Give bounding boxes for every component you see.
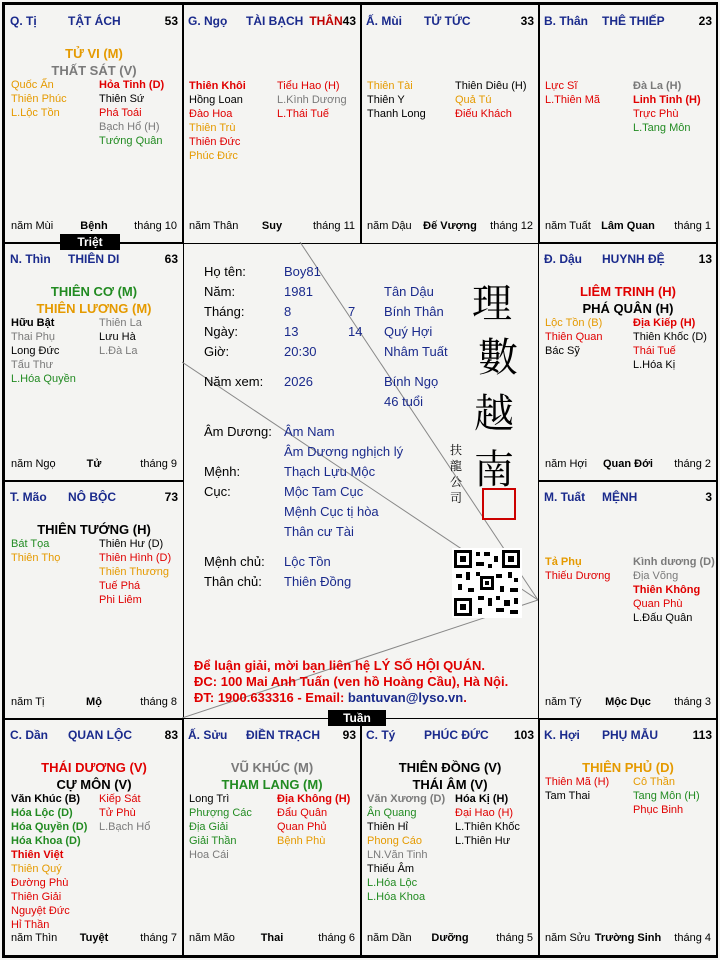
value-cuc-2: Mệnh Cục tị hòa: [284, 504, 379, 519]
minor-star: Tấu Thư: [11, 359, 54, 371]
palace-footer: [545, 696, 711, 710]
palace-number: 33: [520, 14, 534, 28]
footer-month: tháng 9: [140, 458, 177, 470]
minor-star: Thiên Khốc (D): [633, 331, 707, 343]
palace-header: [544, 252, 712, 268]
minor-star: L.Hóa Kị: [633, 359, 676, 371]
palace-number: 53: [164, 14, 178, 28]
minor-star: L.Tang Môn: [633, 122, 691, 134]
palace-header: [10, 14, 178, 30]
main-star: THIÊN ĐỒNG (V): [398, 760, 502, 775]
minor-star: Hóa Kị (H): [455, 793, 509, 805]
minor-stars-right: [99, 792, 150, 834]
minor-star: Thiên Giải: [11, 891, 62, 903]
minor-star: Thiên Trù: [189, 122, 236, 134]
minor-star: Đào Hoa: [189, 108, 233, 120]
footer-year: năm Tị: [11, 696, 45, 708]
label-thang: Tháng:: [204, 304, 245, 319]
footer-stage: Đế Vượng: [423, 220, 477, 232]
footer-stage: Lâm Quan: [601, 220, 655, 232]
footer-year: năm Thìn: [11, 932, 58, 944]
minor-stars-left: [11, 537, 60, 565]
minor-stars-left: [189, 79, 246, 163]
palace-footer: [11, 458, 177, 472]
palace-number: [301, 14, 356, 28]
minor-star: L.Thiên Hư: [455, 835, 511, 847]
minor-star: Hoa Cái: [189, 849, 229, 861]
tag-tuan: Tuần: [328, 710, 386, 726]
footer-month: tháng 10: [134, 220, 177, 232]
palace-position: C. Dần: [10, 728, 49, 742]
minor-star: Phong Cáo: [367, 835, 423, 847]
minor-star: L.Kình Dương: [277, 94, 347, 106]
palace-ngo: [182, 4, 362, 244]
minor-star: Quả Tú: [455, 94, 492, 106]
minor-stars-left: [545, 316, 602, 358]
footer-stage: Trường Sinh: [594, 932, 662, 944]
value-cuc-3: Thân cư Tài: [284, 524, 354, 539]
footer-year: năm Dậu: [367, 220, 412, 232]
main-star: THIÊN PHỦ (D): [582, 760, 674, 775]
palace-header: [544, 490, 712, 506]
palace-footer: [545, 932, 711, 946]
minor-star: Phá Toái: [99, 107, 142, 119]
palace-position: T. Mão: [10, 490, 47, 504]
than-marker: THÂN: [309, 14, 343, 28]
footer-year: năm Tuất: [545, 220, 591, 232]
minor-stars-left: [545, 555, 610, 583]
value-thang-duong: 8: [284, 304, 292, 319]
minor-stars-right: [99, 316, 142, 358]
palace-header: [544, 14, 712, 30]
minor-star: L.Hóa Quyền: [11, 373, 76, 385]
palace-mui: [360, 4, 540, 244]
palace-header: [188, 728, 356, 744]
minor-star: Thiên Thọ: [11, 552, 61, 564]
footer-stage: Tử: [86, 458, 102, 470]
palace-number: 113: [692, 728, 712, 742]
minor-star: Thiếu Dương: [545, 570, 611, 582]
value-am-duong-2: Âm Dương nghịch lý: [284, 444, 404, 459]
minor-star: Đại Hao (H): [455, 807, 514, 819]
palace-position: B. Thân: [544, 14, 588, 28]
label-than-chu: Thân chủ:: [204, 574, 262, 589]
minor-star: Thiên Mã (H): [545, 776, 610, 788]
palace-number: 13: [698, 252, 712, 266]
palace-header: [10, 252, 178, 268]
main-star: VŨ KHÚC (M): [230, 760, 314, 775]
palace-position: Q. Tị: [10, 14, 37, 28]
minor-star: Địa Kiếp (H): [633, 317, 696, 329]
minor-star: Thanh Long: [367, 108, 426, 120]
minor-stars-right: [633, 555, 715, 625]
palace-position: M. Tuất: [544, 490, 586, 504]
minor-star: Thiên Y: [367, 94, 405, 106]
calligraphy-char-3: 越: [474, 391, 514, 437]
minor-star: Lưu Hà: [99, 331, 136, 343]
palace-number: 3: [705, 490, 712, 504]
minor-star: Bác Sỹ: [545, 345, 580, 357]
minor-star: Phục Binh: [633, 804, 684, 816]
palace-position: C. Tý: [366, 728, 396, 742]
footer-month: tháng 2: [674, 458, 711, 470]
minor-star: Thiên Hư (D): [99, 538, 164, 550]
minor-star: L.Thái Tuế: [277, 108, 329, 120]
calligraphy-char-1: 理: [472, 281, 512, 327]
palace-tuat: [538, 480, 718, 720]
minor-star: Phúc Đức: [189, 150, 238, 162]
palace-thin: [4, 242, 184, 482]
value-ho-ten: Boy81: [284, 264, 321, 279]
palace-number: 23: [698, 14, 712, 28]
minor-star: LN.Văn Tinh: [367, 849, 428, 861]
palace-number-value: 43: [342, 14, 356, 28]
minor-stars-right: [277, 79, 347, 121]
footer-stage: Mộc Dục: [605, 696, 651, 708]
value-nam: 1981: [284, 284, 313, 299]
minor-star: Lực Sĩ: [545, 80, 578, 92]
label-am-duong: Âm Dương:: [204, 424, 272, 439]
minor-star: Tang Môn (H): [633, 790, 700, 802]
minor-stars-left: [189, 792, 252, 862]
main-star: CỰ MÔN (V): [56, 777, 132, 792]
minor-star: L.Hóa Lộc: [367, 877, 418, 889]
palace-ty: [360, 718, 540, 956]
palace-name: THIÊN DI: [68, 252, 120, 266]
value-menh: Thạch Lựu Mộc: [284, 464, 376, 479]
palace-name: NÔ BỘC: [68, 490, 116, 504]
main-star: THÁI ÂM (V): [412, 777, 488, 792]
palace-header: [188, 14, 356, 30]
footer-year: năm Ngọ: [11, 458, 56, 470]
minor-star: Văn Xương (D): [367, 793, 446, 805]
minor-stars-left: [367, 792, 445, 904]
minor-star: Hồng Loan: [189, 94, 243, 106]
minor-star: Thiên Hình (D): [99, 552, 172, 564]
minor-star: Thiên Phúc: [11, 93, 67, 105]
footer-month: tháng 8: [140, 696, 177, 708]
footer-year: năm Tý: [545, 696, 582, 708]
palace-footer: [545, 220, 711, 234]
minor-stars-right: [99, 537, 171, 607]
minor-stars-right: [633, 79, 701, 135]
footer-year: năm Thân: [189, 220, 239, 232]
minor-star: Địa Không (H): [277, 793, 351, 805]
palace-mao: [4, 480, 184, 720]
qr-code-icon[interactable]: [452, 548, 522, 618]
calligraphy-char-4: 南: [474, 447, 514, 493]
footer-year: năm Mão: [189, 932, 235, 944]
minor-star: Thiên Quan: [545, 331, 603, 343]
minor-star: Hỏa Tinh (D): [99, 79, 165, 91]
minor-star: Bạch Hổ (H): [99, 121, 160, 133]
palace-footer: [11, 932, 177, 946]
palace-header: [10, 728, 178, 744]
main-star: PHÁ QUÂN (H): [582, 301, 674, 316]
minor-star: Tử Phù: [99, 807, 136, 819]
minor-star: Thiếu Âm: [367, 863, 415, 875]
minor-star: Lộc Tồn (B): [545, 317, 603, 329]
minor-star: Ân Quang: [367, 807, 417, 819]
label-ngay: Ngày:: [204, 324, 238, 339]
minor-star: Thiên Tài: [367, 80, 413, 92]
palace-position: Ấ. Mùi: [366, 14, 402, 28]
footer-year: năm Hợi: [545, 458, 588, 470]
minor-star: Quan Phù: [633, 598, 683, 610]
palace-ti: [4, 4, 184, 244]
value-ngay-duong: 13: [284, 324, 299, 339]
main-star: THÁI DƯƠNG (V): [41, 760, 147, 775]
palace-number: 83: [164, 728, 178, 742]
minor-star: Kiếp Sát: [99, 793, 141, 805]
value-nam-can: Tân Dậu: [384, 284, 434, 299]
main-star: LIÊM TRINH (H): [579, 284, 677, 299]
footer-month: tháng 11: [312, 220, 355, 232]
label-gio: Giờ:: [204, 344, 230, 359]
minor-star: Địa Võng: [633, 570, 679, 582]
palace-name: MỆNH: [602, 490, 638, 504]
minor-star: L.Bạch Hổ: [99, 821, 151, 833]
minor-star: Bát Tọa: [11, 538, 50, 550]
value-thang-am: 7: [348, 304, 356, 319]
palace-name: PHỤ MẪU: [602, 728, 658, 742]
minor-star: Thiên La: [99, 317, 142, 329]
palace-position: G. Ngọ: [188, 14, 228, 28]
contact-line-3: [194, 690, 467, 705]
minor-star: Thái Tuế: [633, 345, 676, 357]
minor-stars-left: [545, 79, 600, 107]
minor-star: Đường Phù: [11, 877, 69, 889]
minor-star: Tả Phụ: [545, 556, 582, 568]
minor-star: Đẩu Quân: [277, 807, 328, 819]
palace-position: N. Thìn: [10, 252, 51, 266]
minor-star: Tiểu Hao (H): [277, 80, 340, 92]
minor-star: Thiên Hỉ: [367, 821, 408, 833]
minor-stars-right: [633, 316, 707, 372]
minor-star: Phượng Các: [189, 807, 252, 819]
contact-line-2: ĐC: 100 Mai Anh Tuấn (ven hồ Hoàng Cầu), Hà Nội.: [194, 674, 509, 689]
value-nam-xem-can: Bính Ngọ: [384, 374, 439, 389]
palace-footer: [11, 220, 177, 234]
label-nam-xem: Năm xem:: [204, 374, 264, 389]
minor-star: Quốc Ấn: [11, 79, 54, 91]
footer-month: tháng 5: [496, 932, 533, 944]
palace-dau: [538, 242, 718, 482]
minor-star: Nguyệt Đức: [11, 905, 70, 917]
minor-star: Linh Tinh (H): [633, 94, 701, 106]
value-menh-chu: Lộc Tồn: [284, 554, 331, 569]
minor-star: Thiên Sứ: [99, 93, 145, 105]
palace-footer: [545, 458, 711, 472]
palace-name: TỬ TỨC: [424, 14, 471, 28]
footer-month: tháng 4: [674, 932, 711, 944]
palace-number: 93: [342, 728, 356, 742]
palace-name: TÀI BẠCH: [246, 14, 304, 28]
red-seal: [482, 488, 516, 520]
tag-triet: Triệt: [60, 234, 120, 250]
main-star: THAM LANG (M): [221, 777, 323, 792]
minor-star: Thiên Đức: [189, 136, 241, 148]
footer-year: năm Mùi: [11, 220, 54, 232]
value-ngay-can: Quý Hợi: [384, 324, 433, 339]
contact-line-1: Để luận giải, mời bạn liên hệ LÝ SỐ HỘI QUÁN.: [194, 658, 485, 673]
minor-star: Long Trì: [189, 793, 230, 805]
value-thang-can: Bính Thân: [384, 304, 444, 319]
minor-star: Thiên Không: [633, 584, 701, 596]
minor-star: L.Thiên Mã: [545, 94, 601, 106]
minor-star: Quan Phủ: [277, 821, 327, 833]
minor-star: Long Đức: [11, 345, 60, 357]
palace-number: 63: [164, 252, 178, 266]
minor-star: Văn Khúc (B): [11, 793, 81, 805]
palace-hoi: [538, 718, 718, 956]
palace-name: QUAN LỘC: [68, 728, 132, 742]
palace-name: PHÚC ĐỨC: [424, 728, 489, 742]
footer-month: tháng 7: [140, 932, 177, 944]
value-nam-xem: 2026: [284, 374, 313, 389]
minor-star: Thai Phụ: [11, 331, 56, 343]
minor-star: L.Đà La: [99, 345, 138, 357]
minor-stars-left: [11, 792, 87, 932]
palace-header: [544, 728, 712, 744]
minor-stars-right: [99, 78, 164, 148]
palace-name: ĐIỀN TRẠCH: [246, 728, 320, 742]
palace-suu: [182, 718, 362, 956]
minor-stars-right: [455, 792, 520, 848]
value-am-duong: Âm Nam: [284, 424, 335, 439]
minor-stars-right: [633, 775, 700, 817]
minor-star: Thiên Quý: [11, 863, 62, 875]
main-star: THẤT SÁT (V): [51, 63, 137, 78]
value-gio: 20:30: [284, 344, 317, 359]
palace-name: HUYNH ĐỆ: [602, 252, 665, 266]
minor-star: Hỉ Thần: [11, 919, 50, 931]
footer-stage: Suy: [261, 220, 283, 232]
minor-star: Hóa Khoa (D): [11, 835, 81, 847]
minor-stars-left: [11, 78, 67, 120]
palace-position: Ấ. Sửu: [188, 728, 228, 742]
minor-star: Đà La (H): [633, 80, 682, 92]
minor-star: Thiên Thương: [99, 566, 170, 578]
palace-footer: [11, 696, 177, 710]
value-ngay-am: 14: [348, 324, 363, 339]
palace-number: 103: [513, 728, 534, 742]
minor-star: Hữu Bật: [11, 317, 55, 329]
label-menh-chu: Mệnh chủ:: [204, 554, 265, 569]
footer-year: năm Dần: [367, 932, 412, 944]
palace-footer: [367, 220, 533, 234]
minor-star: Tam Thai: [545, 790, 591, 802]
palace-footer: [189, 220, 355, 234]
palace-dan: [4, 718, 184, 956]
palace-footer: [367, 932, 533, 946]
main-star: THIÊN TƯỚNG (H): [37, 522, 151, 537]
footer-stage: Tuyệt: [79, 932, 109, 944]
palace-header: [366, 728, 534, 744]
minor-star: Thiên Diêu (H): [455, 80, 527, 92]
footer-month: tháng 6: [318, 932, 355, 944]
palace-name: TẬT ÁCH: [68, 14, 121, 28]
minor-star: L.Đấu Quân: [633, 612, 693, 624]
value-gio-can: Nhâm Tuất: [384, 344, 448, 359]
palace-number: 73: [164, 490, 178, 504]
palace-name: THÊ THIẾP: [602, 14, 665, 28]
minor-star: Cô Thần: [633, 776, 675, 788]
main-star: TỬ VI (M): [65, 46, 123, 61]
main-star: THIÊN LƯƠNG (M): [36, 301, 152, 316]
minor-star: Hóa Quyền (D): [11, 821, 88, 833]
minor-stars-right: [455, 79, 527, 121]
palace-than: [538, 4, 718, 244]
palace-position: Đ. Dậu: [544, 252, 583, 266]
footer-stage: Bệnh: [80, 220, 108, 232]
main-star: THIÊN CƠ (M): [50, 284, 138, 299]
palace-header: [366, 14, 534, 30]
footer-stage: Dưỡng: [431, 932, 469, 944]
minor-stars-left: [367, 79, 426, 121]
label-nam: Năm:: [204, 284, 236, 299]
minor-star: Thiên Việt: [11, 849, 64, 861]
minor-star: Điếu Khách: [455, 108, 512, 120]
value-cuc: Mộc Tam Cục: [284, 484, 364, 499]
label-menh: Mệnh:: [204, 464, 241, 479]
minor-star: L.Lộc Tồn: [11, 107, 60, 119]
minor-star: Kình dương (D): [633, 556, 715, 568]
palace-footer: [189, 932, 355, 946]
calligraphy-char-2: 數: [478, 335, 518, 381]
minor-star: Địa Giải: [189, 821, 229, 833]
label-cuc: Cục:: [204, 484, 231, 499]
minor-star: Thiên Khôi: [189, 80, 246, 92]
minor-star: L.Hóa Khoa: [367, 891, 426, 903]
palace-position: K. Hợi: [544, 728, 580, 742]
minor-stars-left: [545, 775, 609, 803]
footer-month: tháng 3: [674, 696, 711, 708]
footer-stage: Thai: [260, 932, 284, 944]
minor-star: Giải Thần: [189, 835, 237, 847]
small-vertical-text: 扶 龍 公 司: [450, 443, 463, 505]
minor-star: Hóa Lộc (D): [11, 807, 73, 819]
value-tuoi: 46 tuổi: [384, 394, 424, 409]
footer-stage: Quan Đới: [603, 458, 653, 470]
footer-month: tháng 1: [674, 220, 711, 232]
minor-star: Bệnh Phù: [277, 835, 326, 847]
minor-star: Phi Liêm: [99, 594, 142, 606]
value-than-chu: Thiên Đồng: [284, 574, 352, 589]
minor-stars-right: [277, 792, 350, 848]
contact-suffix: .: [463, 690, 467, 705]
minor-star: L.Thiên Khốc: [455, 821, 520, 833]
footer-month: tháng 12: [490, 220, 533, 232]
minor-stars-left: [11, 316, 76, 386]
minor-star: Trực Phù: [633, 108, 679, 120]
label-ho-ten: Họ tên:: [204, 264, 246, 279]
contact-phone: ĐT: 1900.633316 - Email:: [194, 690, 348, 705]
palace-header: [10, 490, 178, 506]
minor-star: Tướng Quân: [99, 135, 163, 147]
center-info: [182, 242, 538, 718]
footer-stage: Mộ: [86, 696, 102, 708]
contact-email[interactable]: bantuvan@lyso.vn: [347, 690, 464, 705]
footer-year: năm Sửu: [545, 932, 591, 944]
minor-star: Tuế Phá: [99, 580, 141, 592]
